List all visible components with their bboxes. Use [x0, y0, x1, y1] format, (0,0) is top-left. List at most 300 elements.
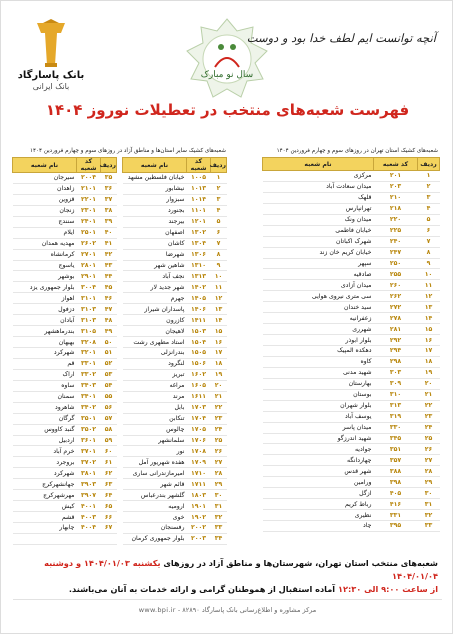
branch-name: زاهدان: [13, 183, 77, 194]
column-spacer: [117, 260, 123, 271]
bank-logo-icon: [31, 19, 71, 69]
branch-name: قم: [13, 358, 77, 369]
header-code: کد شعبه: [374, 158, 418, 171]
row-number: ۶: [418, 225, 440, 236]
branch-name: اصفهان: [123, 227, 187, 238]
table-row: [13, 293, 227, 304]
branch-code: ۳۰۳: [374, 367, 418, 378]
table-row: [263, 258, 440, 269]
branch-name: ایلام: [13, 227, 77, 238]
table-row: [13, 523, 227, 534]
row-number: ۴۶: [101, 293, 117, 304]
table-row: [13, 337, 227, 348]
table-row: [263, 181, 440, 192]
row-number: ۵۴: [101, 380, 117, 391]
table-row: [263, 291, 440, 302]
branch-name: مراغه: [123, 380, 187, 391]
branch-code: ۱۱۰۱: [187, 205, 211, 216]
row-number: ۲۷: [418, 455, 440, 466]
row-number: ۳۲: [418, 510, 440, 521]
branch-name: زنجان: [13, 205, 77, 216]
table-row: [263, 400, 440, 411]
column-spacer: [117, 479, 123, 490]
column-spacer: [117, 183, 123, 194]
note-hours: از ساعت ۹:۰۰ الی ۱۲:۳۰: [337, 584, 438, 594]
branch-code: ۳۳۰۱: [77, 358, 101, 369]
table-row: [13, 271, 227, 282]
branch-code: ۲۹۸: [374, 356, 418, 367]
branch-code: ۲۹۲: [374, 335, 418, 346]
branch-name: زعفرانیه: [263, 313, 374, 324]
branch-name: سنندج: [13, 216, 77, 227]
row-number: ۵۷: [101, 413, 117, 424]
branch-name: بروجرد: [13, 457, 77, 468]
branch-name: ازگل: [263, 488, 374, 499]
row-number: ۳۶: [101, 183, 117, 194]
tehran-branches-table: [262, 157, 440, 532]
row-number: ۵۹: [101, 435, 117, 446]
branch-code: ۲۵۵: [374, 269, 418, 280]
table-row: [263, 389, 440, 400]
branch-name: سی متری نیروی هوایی: [263, 291, 374, 302]
branch-code: ۲۰۱: [374, 171, 418, 182]
column-spacer: [117, 194, 123, 205]
table-row: [263, 488, 440, 499]
row-number: ۱۰: [211, 271, 227, 282]
row-number: ۲۲: [418, 400, 440, 411]
slogan-text: آنچه توانست ایم لطف خدا بود و دوست: [246, 31, 436, 45]
column-spacer: [117, 249, 123, 260]
column-spacer: [117, 512, 123, 523]
branch-name: شهرکرد: [13, 468, 77, 479]
row-number: ۲۴: [418, 422, 440, 433]
branch-code: ۳۰۹: [374, 378, 418, 389]
branch-code: ۱۹۰۲: [187, 512, 211, 523]
table-row: [13, 173, 227, 184]
note-dates: یکشنبه ۱۴۰۴/۰۱/۰۳ و دوشنبه ۱۴۰۴/۰۱/۰۴: [44, 558, 438, 581]
table-row: [13, 501, 227, 512]
table-row: [263, 171, 440, 182]
row-number: ۱۱: [418, 280, 440, 291]
column-spacer: [117, 446, 123, 457]
branch-name: دهکده المپیک: [263, 346, 374, 357]
provinces-caption: شعبه‌های کشیک سایر استان‌ها و مناطق آزاد در روزهای سوم و چهارم فروردین ۱۴۰۴: [30, 148, 226, 154]
table-row: [263, 335, 440, 346]
column-spacer: [117, 402, 123, 413]
branch-code: ۱۷۰۸: [187, 446, 211, 457]
branch-name: مهرشهرکرج: [13, 490, 77, 501]
branch-name: آبادان: [13, 315, 77, 326]
branch-code: ۲۴۰: [374, 236, 418, 247]
bank-logo: [11, 19, 91, 97]
row-number: ۲۰: [211, 380, 227, 391]
branch-name: جوادیه: [263, 444, 374, 455]
branch-code: ۳۵۰۲: [77, 424, 101, 435]
table-row: [13, 468, 227, 479]
bank-name: بانک پاسارگاد: [17, 70, 85, 81]
row-number: ۶۶: [101, 512, 117, 523]
tehran-caption: شعبه‌های کشیک استان تهران در روزهای سوم و چهارم فروردین ۱۴۰۴: [276, 148, 438, 154]
branch-name: بلوار ابوذر: [263, 335, 374, 346]
branch-code: ۳۹۵: [374, 521, 418, 532]
branch-name: دزفول: [13, 304, 77, 315]
branch-code: ۱۲۰۱: [187, 216, 211, 227]
row-number: ۱: [211, 173, 227, 184]
row-number: ۱۵: [211, 326, 227, 337]
column-spacer: [117, 173, 123, 184]
branch-name: بلوار جمهوری یزد: [13, 282, 77, 293]
branch-name: سپهر: [263, 258, 374, 269]
branch-name: گلشهر بندرعباس: [123, 490, 187, 501]
branch-code: ۱۵۰۵: [187, 348, 211, 359]
column-spacer: [117, 457, 123, 468]
branch-name: استاد مطهری رشت: [123, 337, 187, 348]
branch-name: هفده شهریور آمل: [123, 457, 187, 468]
row-number: ۲: [211, 183, 227, 194]
branch-code: ۱۰۰۵: [187, 173, 211, 184]
branch-code: ۳۱۰۳: [77, 315, 101, 326]
column-spacer: [117, 227, 123, 238]
table-row: [263, 466, 440, 477]
row-number: ۴۸: [101, 315, 117, 326]
branch-name: کرمانشاه: [13, 249, 77, 260]
row-number: ۲۶: [418, 444, 440, 455]
column-spacer: [117, 304, 123, 315]
row-number: ۱۴: [211, 315, 227, 326]
branch-name: یاسوج: [13, 260, 77, 271]
row-number: ۱۶: [418, 335, 440, 346]
branch-name: تبریز: [123, 369, 187, 380]
row-number: ۴: [211, 205, 227, 216]
branch-code: ۱۷۱۰: [187, 468, 211, 479]
branch-code: ۱۷۰۳: [187, 402, 211, 413]
branch-name: گنبد کاووس: [13, 424, 77, 435]
table-row: [263, 444, 440, 455]
table-row: [263, 214, 440, 225]
row-number: ۷: [418, 236, 440, 247]
branch-code: ۳۳۰: [374, 422, 418, 433]
branch-name: مهدیه همدان: [13, 238, 77, 249]
row-number: ۳۴: [211, 533, 227, 544]
row-number: ۳۲: [211, 512, 227, 523]
branch-name: میدان ونک: [263, 214, 374, 225]
table-row: [13, 479, 227, 490]
branch-code: ۳۹۰۳: [77, 479, 101, 490]
row-number: ۱۷: [418, 346, 440, 357]
branch-code: ۲۷۲: [374, 302, 418, 313]
table-row: [263, 269, 440, 280]
row-number: ۵۳: [101, 369, 117, 380]
branch-name: اراک: [13, 369, 77, 380]
branch-code: ۲۰۰۴: [77, 173, 101, 184]
row-number: ۱۴: [418, 313, 440, 324]
column-spacer: [117, 293, 123, 304]
branch-name: بوستان: [263, 389, 374, 400]
column-spacer: [117, 326, 123, 337]
row-number: ۲۲: [211, 402, 227, 413]
branch-code: ۲۴۷: [374, 247, 418, 258]
column-spacer: [117, 216, 123, 227]
bank-tagline: بانک ایرانی: [32, 82, 70, 91]
branch-name: شهید اندرزگو: [263, 433, 374, 444]
branch-code: ۲۸۱: [374, 324, 418, 335]
branch-name: تنکابن: [123, 413, 187, 424]
branch-name: شهرری: [263, 324, 374, 335]
row-number: ۵۶: [101, 402, 117, 413]
branch-name: مرند: [123, 391, 187, 402]
branch-code: ۱۷۰۴: [187, 413, 211, 424]
emblem-text: سال نو مبارک: [200, 70, 254, 80]
table-row: [263, 203, 440, 214]
branch-name: میدان آزادی: [263, 280, 374, 291]
row-number: ۶: [211, 227, 227, 238]
row-number: ۲۳: [418, 411, 440, 422]
branch-name: خرم آباد: [13, 446, 77, 457]
table-row: [13, 326, 227, 337]
branch-code: ۳۳۱: [374, 510, 418, 521]
row-number: ۴۷: [101, 304, 117, 315]
row-number: ۲۸: [418, 466, 440, 477]
branch-name: شاهرود: [13, 402, 77, 413]
row-number: ۲۸: [211, 468, 227, 479]
branch-code: ۲۵۰: [374, 258, 418, 269]
table-row: [263, 280, 440, 291]
row-number: ۱۳: [211, 304, 227, 315]
table-row: [13, 227, 227, 238]
branch-code: ۳۴۰۳: [77, 380, 101, 391]
table-row: [13, 413, 227, 424]
branch-name: قائم شهر: [123, 479, 187, 490]
column-spacer: [117, 391, 123, 402]
branch-name: سمنان: [13, 391, 77, 402]
column-spacer: [117, 282, 123, 293]
row-number: ۲۰: [418, 378, 440, 389]
table-row: [13, 402, 227, 413]
column-spacer: [117, 315, 123, 326]
branch-name: اهواز: [13, 293, 77, 304]
table-row: [13, 282, 227, 293]
branch-code: ۱۵۰۶: [187, 358, 211, 369]
branch-name: اردبیل: [13, 435, 77, 446]
row-number: ۳۷: [101, 194, 117, 205]
row-number: ۵۲: [101, 358, 117, 369]
branch-name: کازرون: [123, 315, 187, 326]
branch-code: ۲۶۲: [374, 291, 418, 302]
branch-code: ۳۸۸: [374, 466, 418, 477]
table-row: [263, 378, 440, 389]
branch-code: ۱۷۱۱: [187, 479, 211, 490]
branch-name: شهید مدنی: [263, 367, 374, 378]
branch-name: بلوار شهران: [263, 400, 374, 411]
branch-code: ۱۷۰۹: [187, 457, 211, 468]
row-number: ۶۳: [101, 479, 117, 490]
branch-code: ۳۲۰۸: [77, 337, 101, 348]
header-name: نام شعبه: [13, 158, 77, 173]
column-spacer: [117, 358, 123, 369]
table-row: [13, 216, 227, 227]
table-row: [263, 411, 440, 422]
table-row: [263, 192, 440, 203]
branch-code: ۲۰۳: [374, 181, 418, 192]
branch-code: ۴۰۰۴: [77, 523, 101, 534]
branch-name: خیابان کریم خان زند: [263, 247, 374, 258]
branch-code: ۲۴۰۱: [77, 216, 101, 227]
column-spacer: [117, 424, 123, 435]
branch-name: قشم: [13, 512, 77, 523]
row-number: ۲۵: [418, 433, 440, 444]
branch-name: سبزوار: [123, 194, 187, 205]
table-row: [13, 424, 227, 435]
header-row: ردیف: [418, 158, 440, 171]
footer-url[interactable]: www.bpi.ir: [138, 606, 176, 614]
row-number: ۲۱: [418, 389, 440, 400]
branch-code: ۲۶۰: [374, 280, 418, 291]
row-number: ۸: [211, 249, 227, 260]
branch-code: ۱۹۰۱: [187, 501, 211, 512]
row-number: ۲۹: [211, 479, 227, 490]
row-number: ۱۳: [418, 302, 440, 313]
nowruz-emblem-icon: [177, 17, 277, 101]
row-number: ۶۱: [101, 457, 117, 468]
branch-name: امیرمازندرانی ساری: [123, 468, 187, 479]
branch-code: ۴۰۵: [374, 488, 418, 499]
branch-name: میدان سعادت آباد: [263, 181, 374, 192]
row-number: ۲۷: [211, 457, 227, 468]
row-number: ۴: [418, 203, 440, 214]
branch-name: خوی: [123, 512, 187, 523]
row-number: ۴۱: [101, 238, 117, 249]
table-row: [263, 324, 440, 335]
branch-code: ۲۲۰: [374, 214, 418, 225]
hours-note: [13, 557, 438, 596]
table-row: [13, 391, 227, 402]
note-line1-text: شعبه‌های منتخب استان تهران، شهرستان‌ها و مناطق آزاد در روزهای: [160, 558, 438, 568]
branch-name: شهرضا: [123, 249, 187, 260]
row-number: ۴۹: [101, 326, 117, 337]
branch-name: شهر جدید لار: [123, 282, 187, 293]
branch-code: ۳۵۱: [374, 444, 418, 455]
branch-name: کاشان: [123, 238, 187, 249]
row-number: ۹: [211, 260, 227, 271]
row-number: ۲۶: [211, 446, 227, 457]
branch-code: ۱۶۱۱: [187, 391, 211, 402]
table-row: [13, 205, 227, 216]
row-number: ۴۴: [101, 271, 117, 282]
table-row: [13, 315, 227, 326]
row-number: ۵۰: [101, 337, 117, 348]
branch-code: ۲۱۸: [374, 203, 418, 214]
province-table-body: [13, 173, 227, 545]
branch-code: ۲۳۰۱: [77, 205, 101, 216]
branch-code: ۱۶۰۵: [187, 380, 211, 391]
branch-name: بیرجند: [123, 216, 187, 227]
table-row: [263, 433, 440, 444]
branch-name: کاوه: [263, 356, 374, 367]
table-row: [13, 348, 227, 359]
branch-code: ۳۸۰۱: [77, 468, 101, 479]
branch-name: میدان پاسر: [263, 422, 374, 433]
table-row: [13, 304, 227, 315]
branch-name: چابهار: [13, 523, 77, 534]
branch-code: ۳۱۰۱: [77, 293, 101, 304]
branch-code: ۱۳۱۳: [187, 271, 211, 282]
branch-code: ۲۲۵: [374, 225, 418, 236]
branch-code: ۳۱۰۵: [77, 326, 101, 337]
header-name: نام شعبه: [123, 158, 187, 173]
table-row: [263, 510, 440, 521]
branch-name: خیابان فلسطین مشهد: [123, 173, 187, 184]
row-number: ۳: [418, 192, 440, 203]
branch-code: ۳۹۸: [374, 477, 418, 488]
row-number: ۳۳: [418, 521, 440, 532]
branch-code: ۱۳۰۴: [187, 238, 211, 249]
branch-name: بهبهان: [13, 337, 77, 348]
column-spacer: [117, 369, 123, 380]
branch-name: لنگرود: [123, 358, 187, 369]
row-number: ۵: [418, 214, 440, 225]
branch-name: خیابان فاطمی: [263, 225, 374, 236]
row-number: ۱۸: [418, 356, 440, 367]
table-row: [13, 358, 227, 369]
branch-name: جهانشهرکرج: [13, 479, 77, 490]
table-row: [263, 521, 440, 532]
table-row: [263, 455, 440, 466]
branch-code: ۱۵۰۳: [187, 326, 211, 337]
branch-name: قزوین: [13, 194, 77, 205]
branch-name: نور: [123, 446, 187, 457]
branch-name: بوشهر: [13, 271, 77, 282]
branch-code: ۱۴۱۱: [187, 315, 211, 326]
column-spacer: [117, 337, 123, 348]
row-number: ۳۵: [101, 173, 117, 184]
branch-name: ارومیه: [123, 501, 187, 512]
column-spacer: [117, 205, 123, 216]
row-number: ۴۵: [101, 282, 117, 293]
row-number: ۳۱: [211, 501, 227, 512]
row-number: ۲۵: [211, 435, 227, 446]
table-row: [13, 512, 227, 523]
row-number: ۲: [418, 181, 440, 192]
row-number: ۱۰: [418, 269, 440, 280]
header-spacer: [117, 158, 123, 173]
table-row: [13, 533, 227, 544]
branch-code: ۱۴۰۵: [187, 293, 211, 304]
tehran-table-body: [263, 171, 440, 532]
branch-code: ۴۰۰۱: [77, 501, 101, 512]
branch-name: ساوه: [13, 380, 77, 391]
row-number: ۱۶: [211, 337, 227, 348]
branch-code: ۳۹۰۷: [77, 490, 101, 501]
row-number: ۲۳: [211, 413, 227, 424]
branch-code: ۱۵۰۴: [187, 337, 211, 348]
branch-name: نیشابور: [123, 183, 187, 194]
row-number: ۴۳: [101, 260, 117, 271]
column-spacer: [117, 435, 123, 446]
branch-code: ۱۳۰۲: [187, 227, 211, 238]
footer-divider: [13, 599, 442, 600]
branch-code: ۲۱۰۱: [77, 183, 101, 194]
row-number: ۳: [211, 194, 227, 205]
province-branches-table: [12, 157, 227, 545]
row-number: ۲۴: [211, 424, 227, 435]
row-number: ۱۹: [211, 369, 227, 380]
row-number: ۱۷: [211, 348, 227, 359]
row-number: ۱۱: [211, 282, 227, 293]
column-spacer: [117, 468, 123, 479]
branch-name: سید خندان: [263, 302, 374, 313]
column-spacer: [117, 523, 123, 534]
table-row: [13, 380, 227, 391]
